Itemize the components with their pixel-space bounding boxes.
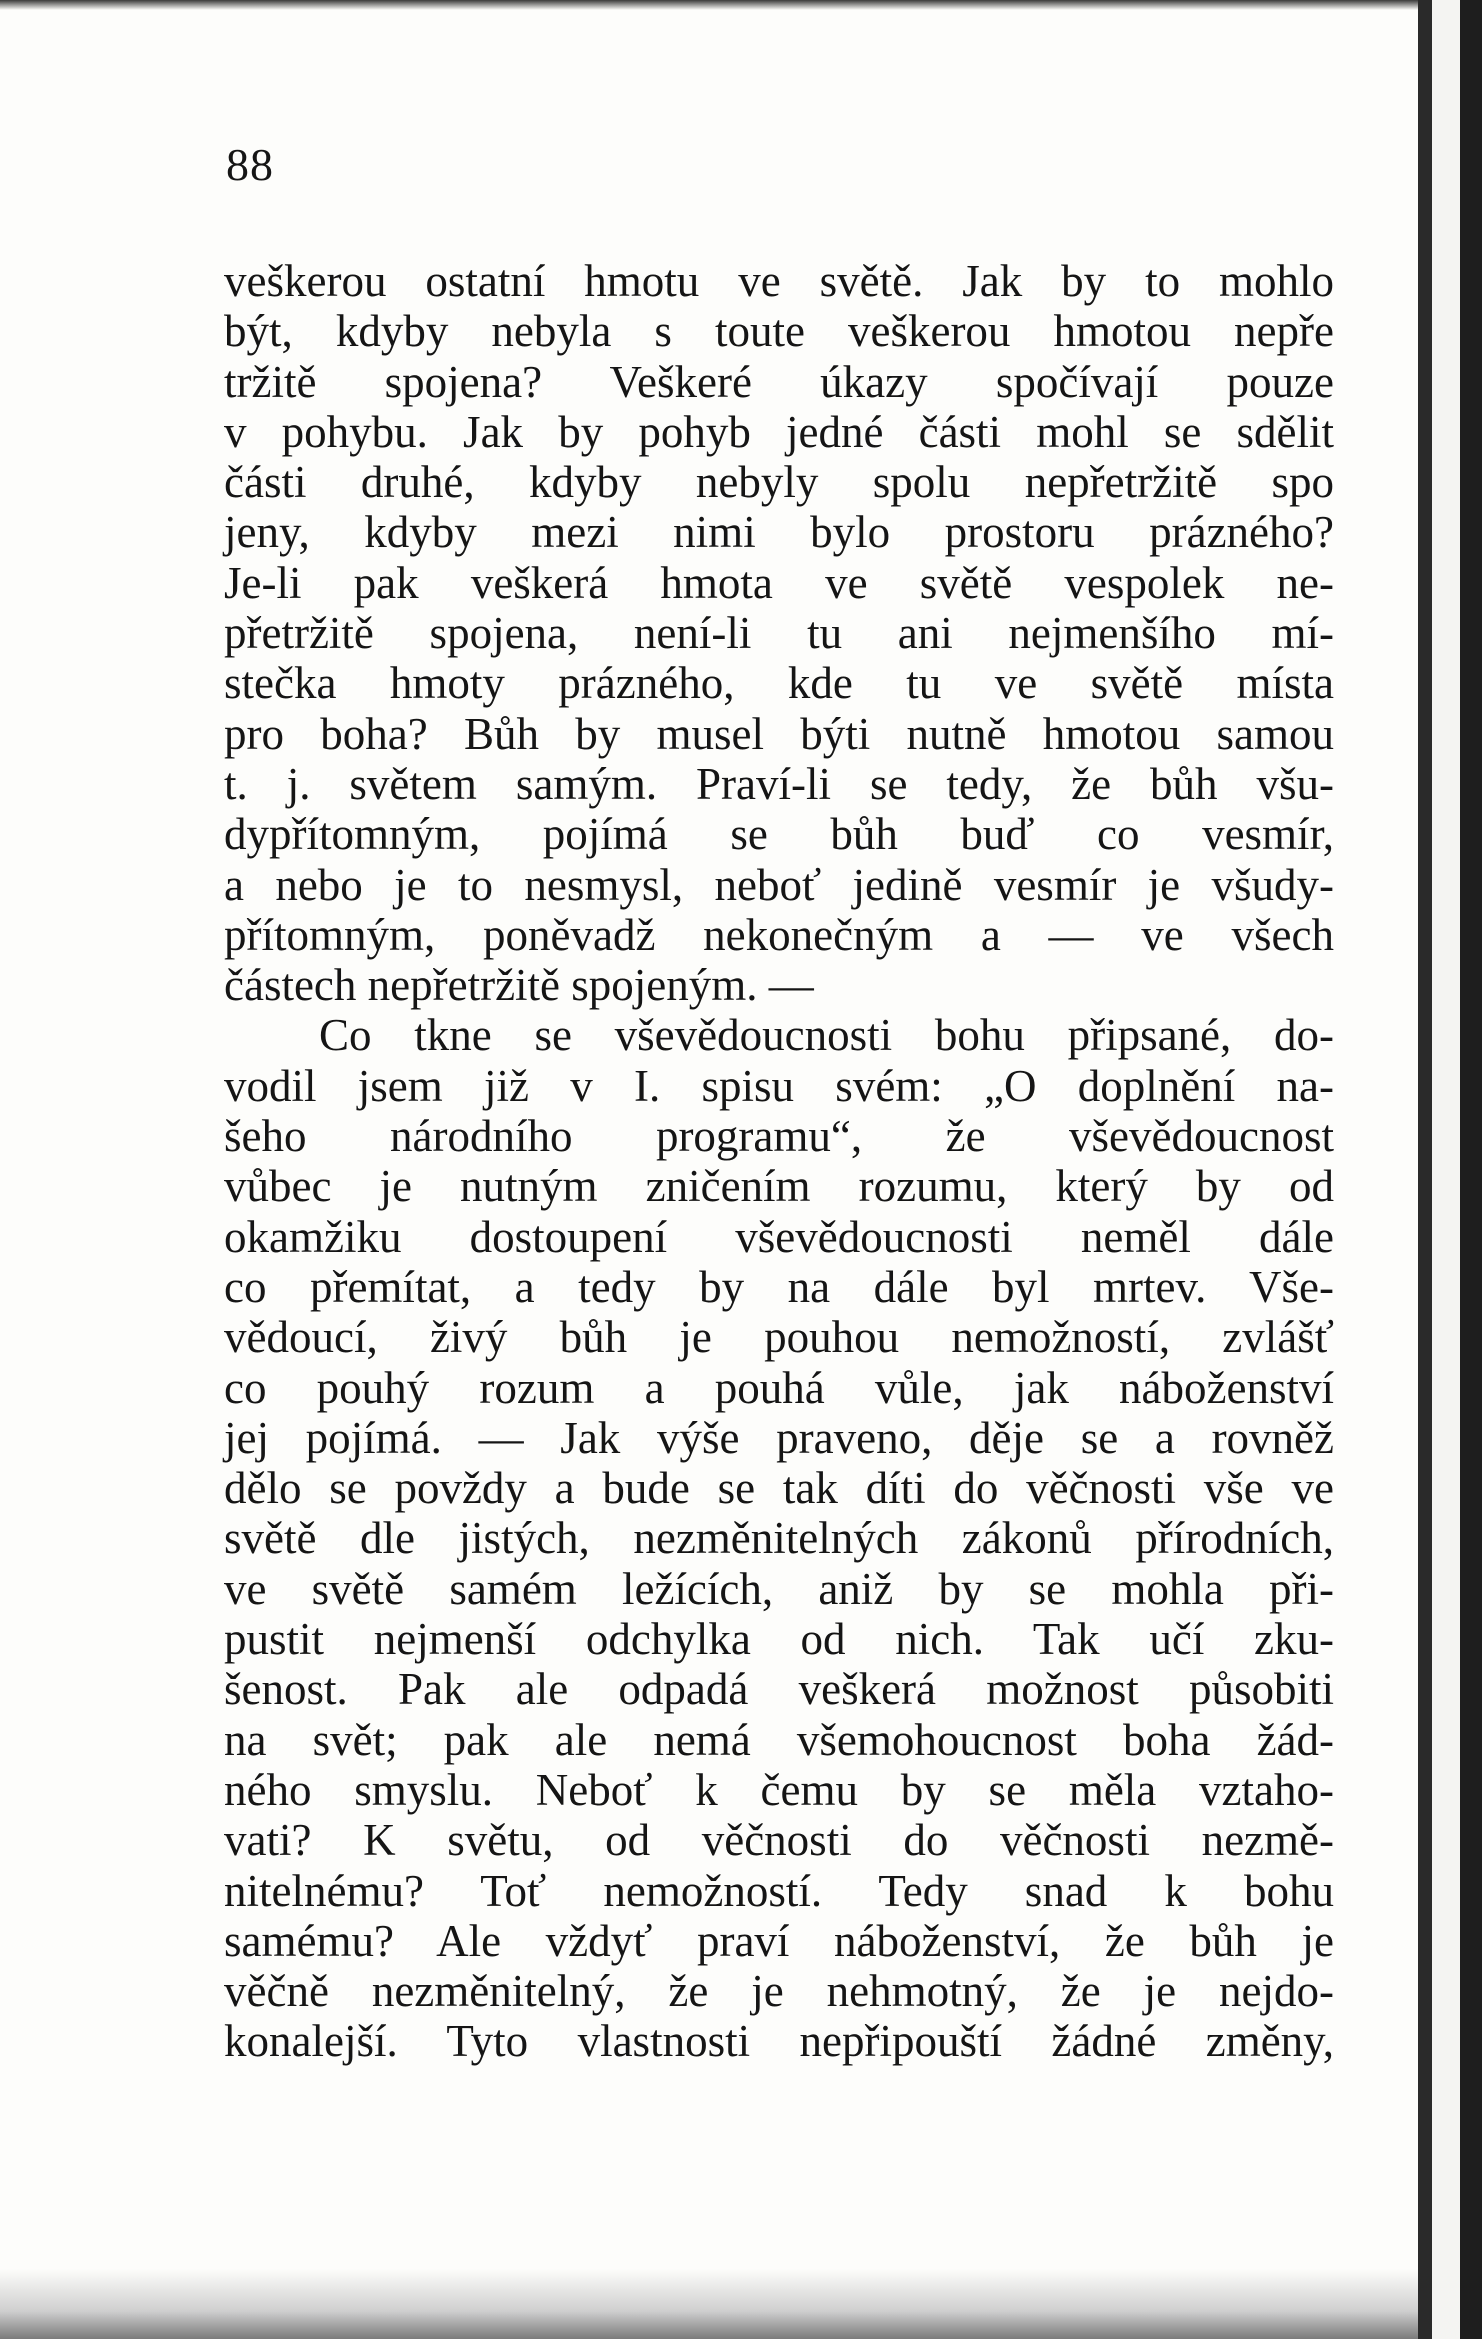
- text-line: jeny, kdyby mezi nimi bylo prostoru prázného?: [224, 507, 1334, 558]
- text-line: jej pojímá. — Jak výše praveno, děje se a rovněž: [224, 1412, 1334, 1463]
- text-line: co pouhý rozum a pouhá vůle, jak náboženství: [224, 1362, 1334, 1413]
- text-line: okamžiku dostoupení vševědoucnosti neměl dále: [224, 1211, 1334, 1262]
- text-line: co přemítat, a tedy by na dále byl mrtev. Vše-: [224, 1261, 1334, 1312]
- text-line: světě dle jistých, nezměnitelných zákonů přírodních,: [224, 1513, 1334, 1564]
- text-line: být, kdyby nebyla s toute veškerou hmotou nepře: [224, 306, 1334, 357]
- paragraph-start-line: Co tkne se vševědoucnosti bohu připsané, do-: [319, 1010, 1334, 1061]
- text-line: konalejší. Tyto vlastnosti nepřipouští žádné změny,: [224, 2016, 1334, 2067]
- book-spine-edge: [1418, 0, 1482, 2339]
- text-line: šenost. Pak ale odpadá veškerá možnost působiti: [224, 1664, 1334, 1715]
- text-line: vědoucí, živý bůh je pouhou nemožností, zvlášť: [224, 1312, 1334, 1363]
- text-line: nitelnému? Toť nemožností. Tedy snad k bohu: [224, 1865, 1334, 1916]
- text-line: přetržitě spojena, není-li tu ani nejmenšího mí-: [224, 608, 1334, 659]
- text-line: Je-li pak veškerá hmota ve světě vespolek ne-: [224, 557, 1334, 608]
- text-line: dělo se povždy a bude se tak díti do věčnosti vše ve: [224, 1463, 1334, 1514]
- page-bottom-edge: [0, 2269, 1418, 2339]
- text-line: vati? K světu, od věčnosti do věčnosti nezmě-: [224, 1815, 1334, 1866]
- text-line: vodil jsem již v I. spisu svém: „O doplnění na-: [224, 1060, 1334, 1111]
- text-line: stečka hmoty prázného, kde tu ve světě místa: [224, 658, 1334, 709]
- page-number: 88: [226, 139, 274, 190]
- text-line: šeho národního programu“, že vševědoucnost: [224, 1111, 1334, 1162]
- text-line: samému? Ale vždyť praví náboženství, že bůh je: [224, 1915, 1334, 1966]
- text-line: vůbec je nutným zničením rozumu, který by od: [224, 1161, 1334, 1212]
- text-line: částech nepřetržitě spojeným. —: [224, 960, 814, 1011]
- text-line: věčně nezměnitelný, že je nehmotný, že je nejdo-: [224, 1966, 1334, 2017]
- text-line: veškerou ostatní hmotu ve světě. Jak by to mohlo: [224, 256, 1334, 306]
- text-line: tržitě spojena? Veškeré úkazy spočívají pouze: [224, 356, 1334, 407]
- text-line: na svět; pak ale nemá všemohoucnost boha žád-: [224, 1714, 1334, 1765]
- text-line: ve světě samém ležících, aniž by se mohla při-: [224, 1563, 1334, 1614]
- text-line: části druhé, kdyby nebyly spolu nepřetržitě spo: [224, 457, 1334, 508]
- text-line: dypřítomným, pojímá se bůh buď co vesmír,: [224, 809, 1334, 860]
- text-line: ného smyslu. Neboť k čemu by se měla vztaho-: [224, 1764, 1334, 1815]
- text-line: a nebo je to nesmysl, neboť jedině vesmír je všudy-: [224, 859, 1334, 910]
- body-text: [224, 256, 1334, 2067]
- page-top-edge: [0, 0, 1418, 10]
- text-line: v pohybu. Jak by pohyb jedné části mohl se sdělit: [224, 406, 1334, 457]
- text-line: přítomným, poněvadž nekonečným a — ve všech: [224, 909, 1334, 960]
- text-line: pustit nejmenší odchylka od nich. Tak učí zku-: [224, 1614, 1334, 1665]
- text-line: pro boha? Bůh by musel býti nutně hmotou samou: [224, 708, 1334, 759]
- text-line: t. j. světem samým. Praví-li se tedy, že bůh všu-: [224, 758, 1334, 809]
